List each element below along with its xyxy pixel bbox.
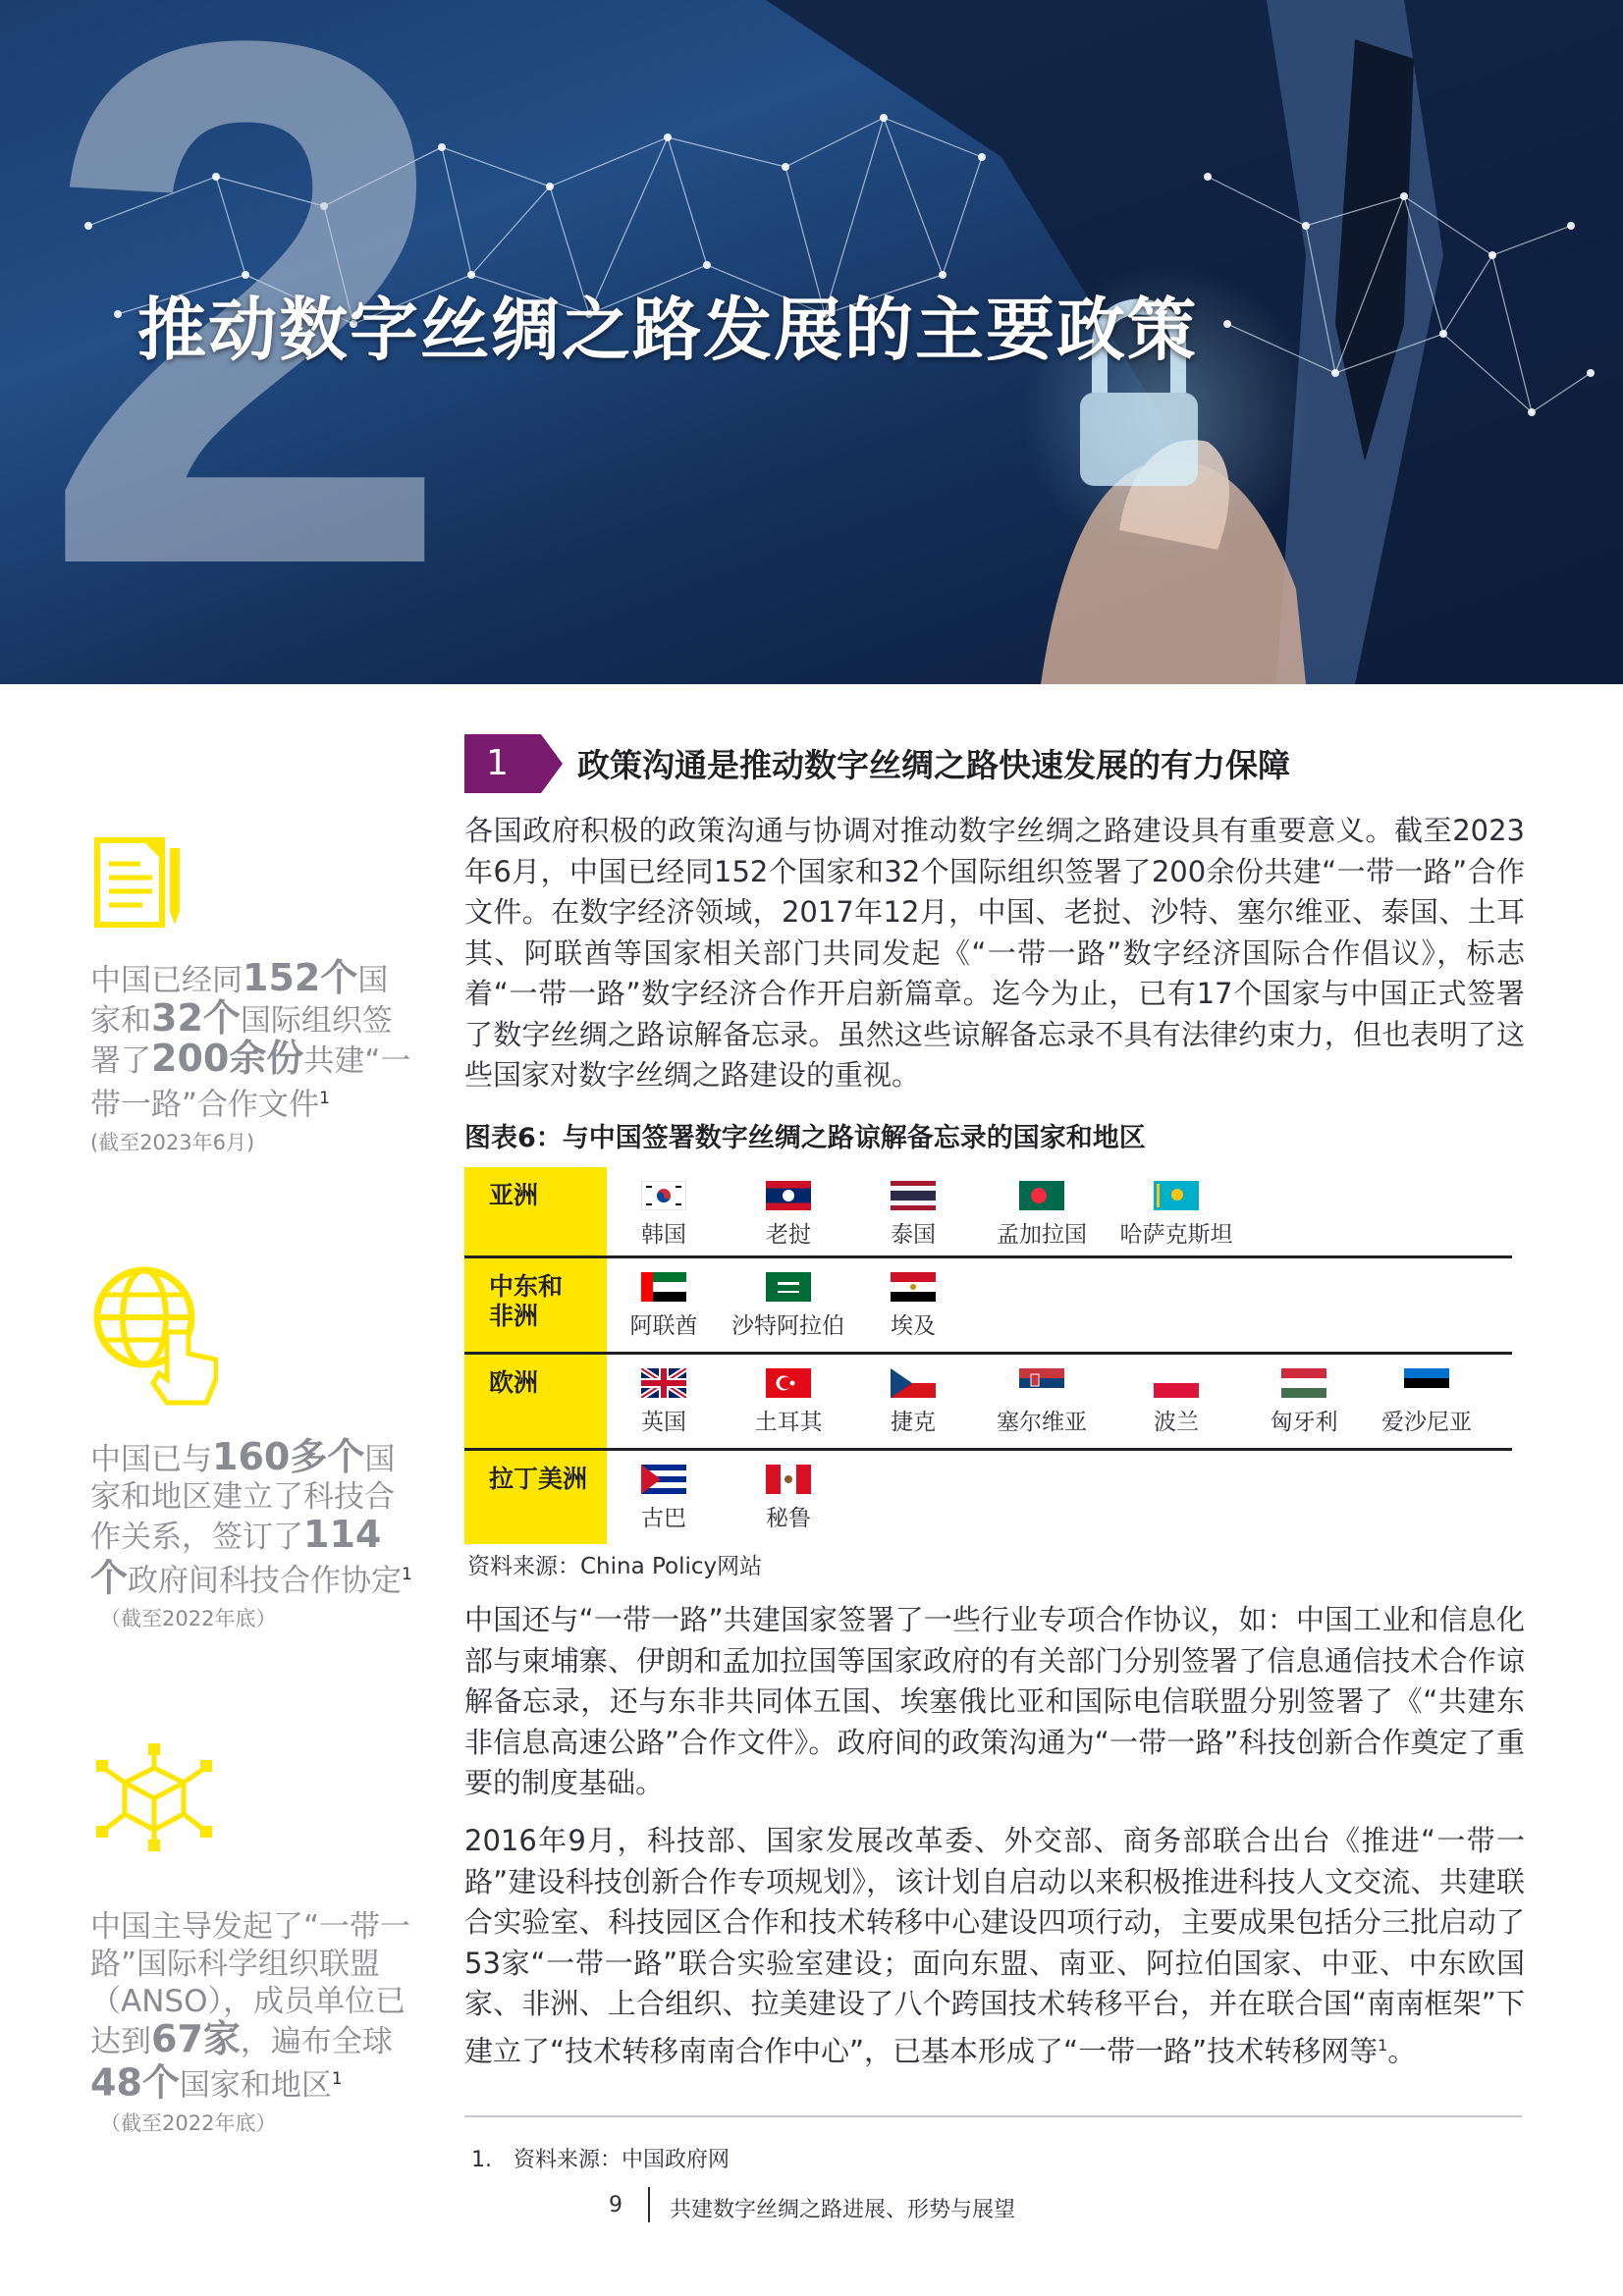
country-uk: 英国 [620, 1368, 708, 1436]
footnote: 1. 资料来源：中国政府网 [471, 2148, 730, 2172]
country-hungary: 匈牙利 [1250, 1368, 1358, 1436]
flag-uae-icon [641, 1272, 686, 1302]
flag-estonia-icon [1404, 1368, 1449, 1398]
network-cube-icon [90, 1743, 218, 1851]
flag-peru-icon [766, 1465, 811, 1494]
stat-note: （截至2022年底） [100, 2111, 277, 2136]
region-row-asia [464, 1167, 1512, 1258]
flag-hungary-icon [1281, 1368, 1326, 1398]
stat-text: 中国已经同152个国家和32个国际组织签署了200余份共建“一带一路”合作文件$^1$ [90, 956, 411, 1123]
hero-banner [0, 0, 1623, 684]
globe-click-icon [90, 1263, 218, 1420]
region-label: 中东和非洲 [464, 1258, 607, 1352]
country-egypt: 埃及 [869, 1272, 957, 1340]
flag-cuba-icon [641, 1465, 686, 1494]
country-cuba: 古巴 [620, 1465, 708, 1532]
body-paragraph-1: 各国政府积极的政策沟通与协调对推动数字丝绸之路建设具有重要意义。截至2023年6月，中国已经同152个国家和32个国际组织签署了200余份共建“一带一路”合作文件。在数字经济领域，2017年12月，中国、老挝、沙特、塞尔维亚、泰国、土耳其、阿联酋等国家相关部门共同发起《“一带一路”数字经济国际合作倡议》，标志着“一带一路”数字经济合作开启新篇章。迄今为止，已有17个国家与中国正式签署了数字丝绸之路谅解备忘录。虽然这些谅解备忘录不具有法律约束力，但也表明了这些国家对数字丝绸之路建设的重视。 [464, 814, 1525, 1092]
section-heading [464, 734, 1525, 793]
sidebar-stat-3 [90, 1743, 414, 2137]
sidebar-stat-1 [90, 836, 414, 1156]
chapter-title: 推动数字丝绸之路发展的主要政策 [137, 290, 1198, 370]
country-bangladesh: 孟加拉国 [983, 1181, 1101, 1249]
page-number: 9 [609, 2193, 622, 2217]
running-footer: 共建数字丝绸之路进展、形势与展望 [670, 2198, 1016, 2222]
section-number: 1 [464, 734, 541, 793]
footer-divider [648, 2187, 650, 2222]
flag-bangladesh-icon [1019, 1181, 1064, 1210]
stat-note: (截至2023年6月) [90, 1131, 255, 1155]
flag-laos-icon [766, 1181, 811, 1210]
country-saudi-arabia: 沙特阿拉伯 [722, 1272, 854, 1340]
country-uae: 阿联酋 [620, 1272, 708, 1340]
flag-turkey-icon [766, 1368, 811, 1398]
flag-egypt-icon [891, 1272, 936, 1302]
region-row-latin-america [464, 1451, 1512, 1544]
country-czech: 捷克 [869, 1368, 957, 1436]
stat-note: （截至2022年底） [100, 1607, 277, 1631]
flag-korea-icon [641, 1181, 686, 1210]
stat-text: 中国已与160多个国家和地区建立了科技合作关系，签订了114个政府间科技合作协定$^1$ [90, 1435, 412, 1600]
country-laos: 老挝 [744, 1181, 833, 1249]
body-paragraph-2: 中国还与“一带一路”共建国家签署了一些行业专项合作协议，如：中国工业和信息化部与柬埔寨、伊朗和孟加拉国等国家政府的有关部门分别签署了信息通信技术合作谅解备忘录，还与东非共同体五国、埃塞俄比亚和国际电信联盟分别签署了《“共建东非信息高速公路”合作文件》。政府间的政策沟通为“一带一路”科技创新合作奠定了重要的制度基础。 [464, 1603, 1525, 1799]
country-turkey: 土耳其 [744, 1368, 833, 1436]
footnote-divider [464, 2115, 1522, 2117]
flag-poland-icon [1154, 1368, 1199, 1398]
country-kazakhstan: 哈萨克斯坦 [1103, 1181, 1250, 1249]
section-arrow-icon [541, 734, 563, 793]
region-label: 拉丁美洲 [464, 1451, 607, 1544]
flag-saudi-arabia-icon [766, 1272, 811, 1302]
body-paragraph-3: 2016年9月，科技部、国家发展改革委、外交部、商务部联合出台《推进“一带一路”建设科技创新合作专项规划》，该计划自启动以来积极推进科技人文交流、共建联合实验室、科技园区合作和技术转移中心建设四项行动，主要成果包括分三批启动了53家“一带一路”联合实验室建设；面向东盟、南亚、阿拉伯国家、中亚、中东欧国家、非洲、上合组织、拉美建设了八个跨国技术转移平台，并在联合国“南南框架”下建立了“技术转移南南合作中心”，已基本形成了“一带一路”技术转移网等$^1$。 [464, 1824, 1525, 2068]
section-title: 政策沟通是推动数字丝绸之路快速发展的有力保障 [577, 746, 1290, 784]
country-poland: 波兰 [1132, 1368, 1220, 1436]
flag-thailand-icon [891, 1181, 936, 1210]
flag-kazakhstan-icon [1154, 1181, 1199, 1210]
country-korea: 韩国 [620, 1181, 708, 1249]
stat-text: 中国主导发起了“一带一路”国际科学组织联盟（ANSO），成员单位已达到67家，遍布全球48个国家和地区$^1$ [90, 1909, 411, 2105]
sidebar-stat-2 [90, 1263, 414, 1632]
chapter-number: 2 [39, 0, 455, 684]
flag-uk-icon [641, 1368, 686, 1398]
country-peru: 秘鲁 [744, 1465, 833, 1532]
document-pen-icon [93, 836, 187, 930]
country-thailand: 泰国 [869, 1181, 957, 1249]
country-serbia: 塞尔维亚 [983, 1368, 1101, 1436]
flag-serbia-icon [1019, 1368, 1064, 1398]
flag-czech-icon [891, 1368, 936, 1398]
mou-country-table [464, 1167, 1512, 1544]
region-row-mideast-africa [464, 1258, 1512, 1355]
figure-caption: 图表6：与中国签署数字丝绸之路谅解备忘录的国家和地区 [464, 1123, 1146, 1153]
region-row-europe [464, 1355, 1512, 1451]
figure-source: 资料来源：China Policy网站 [467, 1554, 763, 1579]
region-label: 欧洲 [464, 1355, 607, 1448]
country-estonia: 爱沙尼亚 [1368, 1368, 1486, 1436]
region-label: 亚洲 [464, 1167, 607, 1255]
